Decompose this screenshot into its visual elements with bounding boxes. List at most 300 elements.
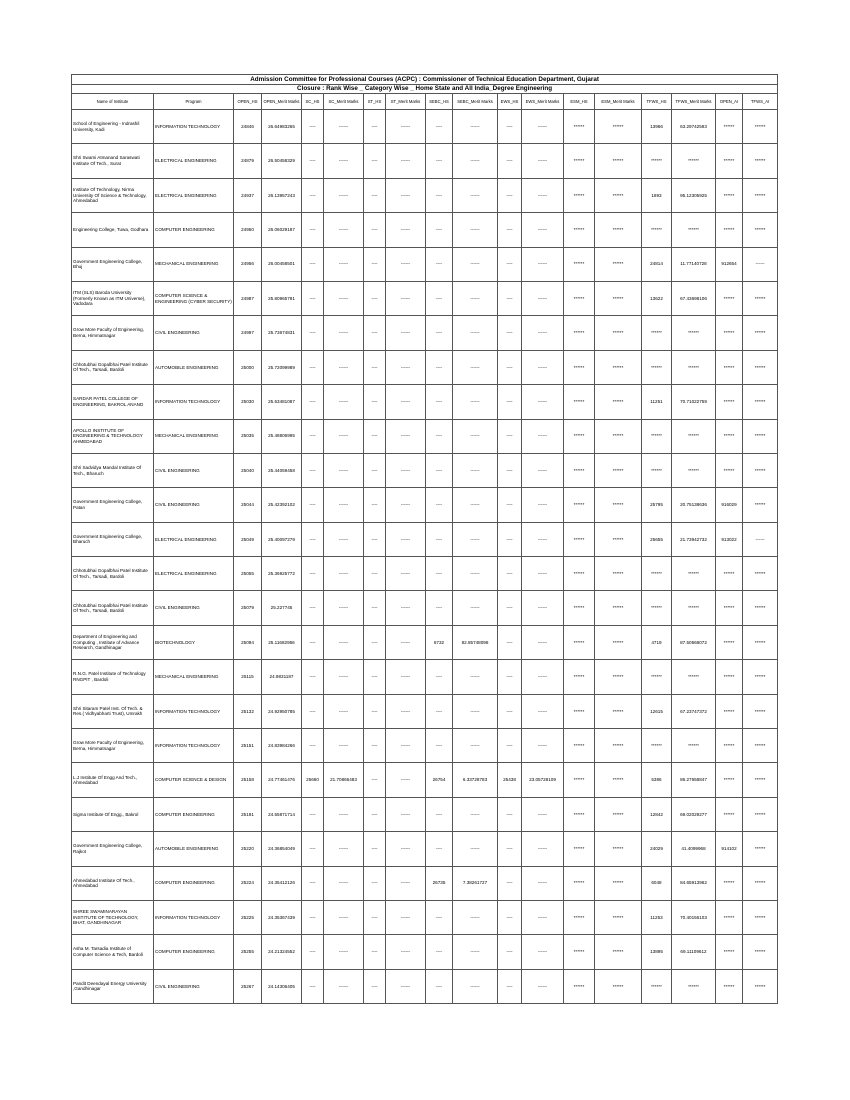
value-cell: ******: [716, 557, 743, 591]
value-cell: ------: [324, 488, 364, 522]
value-cell: 41.4099968: [672, 832, 716, 866]
value-cell: ----: [302, 281, 324, 315]
value-cell: ----: [302, 660, 324, 694]
column-header: SC_HS: [302, 94, 324, 110]
table-row: [72, 178, 778, 212]
value-cell: 82.85748098: [453, 625, 498, 659]
value-cell: ------: [386, 213, 426, 247]
program-cell: COMPUTER ENGINEERING: [154, 935, 234, 969]
value-cell: ------: [386, 866, 426, 900]
value-cell: ******: [595, 178, 642, 212]
value-cell: ------: [522, 832, 564, 866]
value-cell: ******: [595, 110, 642, 144]
value-cell: ----: [498, 625, 522, 659]
value-cell: ----: [498, 797, 522, 831]
value-cell: ----: [302, 900, 324, 934]
value-cell: ******: [564, 832, 595, 866]
value-cell: 25040: [234, 453, 262, 487]
value-cell: ------: [386, 350, 426, 384]
value-cell: ******: [716, 935, 743, 969]
value-cell: ------: [522, 591, 564, 625]
value-cell: ----: [364, 316, 386, 350]
value-cell: ******: [595, 660, 642, 694]
value-cell: ----: [364, 866, 386, 900]
value-cell: 25055: [234, 557, 262, 591]
value-cell: ----: [302, 144, 324, 178]
value-cell: ******: [716, 110, 743, 144]
value-cell: ------: [386, 110, 426, 144]
program-cell: ELECTRICAL ENGINEERING: [154, 522, 234, 556]
value-cell: ----: [426, 729, 453, 763]
value-cell: ----: [302, 866, 324, 900]
column-header: Program: [154, 94, 234, 110]
value-cell: ------: [386, 591, 426, 625]
value-cell: 25255: [234, 935, 262, 969]
value-cell: ------: [522, 350, 564, 384]
value-cell: ******: [595, 969, 642, 1003]
value-cell: ----: [364, 385, 386, 419]
value-cell: ------: [324, 866, 364, 900]
value-cell: ------: [386, 797, 426, 831]
value-cell: ******: [743, 557, 778, 591]
column-header: ST_HS: [364, 94, 386, 110]
value-cell: 26.00458501: [262, 247, 302, 281]
value-cell: ******: [564, 969, 595, 1003]
value-cell: ----: [426, 832, 453, 866]
table-row: [72, 660, 778, 694]
value-cell: ----: [498, 866, 522, 900]
value-cell: ******: [595, 625, 642, 659]
value-cell: ******: [642, 557, 672, 591]
value-cell: ----: [426, 316, 453, 350]
value-cell: ******: [672, 557, 716, 591]
value-cell: ----: [364, 900, 386, 934]
value-cell: ------: [324, 832, 364, 866]
value-cell: 12615: [642, 694, 672, 728]
value-cell: 13966: [642, 110, 672, 144]
value-cell: ------: [324, 281, 364, 315]
value-cell: 25158: [234, 763, 262, 797]
value-cell: 25220: [234, 832, 262, 866]
institute-cell: Government Engineering College, Bhuj: [72, 247, 154, 281]
value-cell: 6048: [642, 866, 672, 900]
value-cell: ------: [453, 110, 498, 144]
value-cell: ----: [426, 385, 453, 419]
value-cell: ------: [453, 178, 498, 212]
value-cell: ----: [426, 281, 453, 315]
column-header: Name of Institute: [72, 94, 154, 110]
value-cell: 25030: [234, 385, 262, 419]
table-row: [72, 350, 778, 384]
value-cell: ----: [498, 316, 522, 350]
value-cell: 24997: [234, 316, 262, 350]
value-cell: ------: [386, 453, 426, 487]
table-row: [72, 144, 778, 178]
value-cell: ------: [386, 178, 426, 212]
value-cell: ------: [522, 694, 564, 728]
value-cell: ******: [716, 729, 743, 763]
table-row: [72, 453, 778, 487]
value-cell: 21.73942732: [672, 522, 716, 556]
value-cell: ******: [743, 178, 778, 212]
value-cell: ------: [324, 660, 364, 694]
value-cell: ----: [498, 729, 522, 763]
value-cell: ******: [672, 969, 716, 1003]
value-cell: ------: [386, 488, 426, 522]
column-header: EWS_HS: [498, 94, 522, 110]
value-cell: 24.21324552: [262, 935, 302, 969]
value-cell: 24.92950785: [262, 694, 302, 728]
value-cell: 24.55871714: [262, 797, 302, 831]
value-cell: ------: [522, 866, 564, 900]
value-cell: ------: [453, 488, 498, 522]
value-cell: ----: [498, 694, 522, 728]
program-cell: INFORMATION TECHNOLOGY: [154, 110, 234, 144]
value-cell: ******: [564, 385, 595, 419]
value-cell: ----: [364, 178, 386, 212]
value-cell: ******: [743, 281, 778, 315]
institute-cell: Institute Of Technology, Nirma University Of Science & Technology, Ahmedabad: [72, 178, 154, 212]
value-cell: ******: [672, 591, 716, 625]
column-header: ST_Merit Marks: [386, 94, 426, 110]
value-cell: 24.35367439: [262, 900, 302, 934]
value-cell: ------: [324, 797, 364, 831]
value-cell: ----: [302, 969, 324, 1003]
table-row: [72, 247, 778, 281]
value-cell: ----: [364, 213, 386, 247]
value-cell: ----: [426, 178, 453, 212]
value-cell: 25.36925772: [262, 557, 302, 591]
value-cell: ----: [498, 350, 522, 384]
column-header: TFWS_AI: [743, 94, 778, 110]
value-cell: 25.53481087: [262, 385, 302, 419]
value-cell: ******: [716, 591, 743, 625]
program-cell: CIVIL ENGINEERING: [154, 969, 234, 1003]
value-cell: ----: [364, 522, 386, 556]
value-cell: ------: [324, 247, 364, 281]
value-cell: ------: [522, 281, 564, 315]
value-cell: 13895: [642, 935, 672, 969]
value-cell: 70.40156103: [672, 900, 716, 934]
value-cell: ******: [595, 488, 642, 522]
table-row: [72, 729, 778, 763]
value-cell: ------: [522, 488, 564, 522]
value-cell: ******: [672, 729, 716, 763]
value-cell: ******: [743, 832, 778, 866]
value-cell: ----: [302, 453, 324, 487]
value-cell: ------: [324, 935, 364, 969]
value-cell: ----: [498, 969, 522, 1003]
value-cell: ----: [498, 660, 522, 694]
value-cell: ------: [324, 694, 364, 728]
value-cell: ******: [595, 419, 642, 453]
value-cell: ----: [302, 385, 324, 419]
value-cell: ----: [498, 453, 522, 487]
value-cell: ----: [364, 694, 386, 728]
institute-cell: SHREE SWAMINARAYAN INSTITUTE OF TECHNOLOGY, BHAT, GANDHINAGAR: [72, 900, 154, 934]
program-cell: ELECTRICAL ENGINEERING: [154, 178, 234, 212]
value-cell: 25.11682956: [262, 625, 302, 659]
value-cell: ******: [595, 763, 642, 797]
program-cell: INFORMATION TECHNOLOGY: [154, 729, 234, 763]
value-cell: 11253: [642, 900, 672, 934]
value-cell: ----: [426, 969, 453, 1003]
value-cell: 24956: [234, 247, 262, 281]
value-cell: ******: [642, 591, 672, 625]
value-cell: ------: [386, 729, 426, 763]
column-header: TFWS_Merit Marks: [672, 94, 716, 110]
value-cell: ------: [522, 522, 564, 556]
column-header: ESM_HS: [564, 94, 595, 110]
value-cell: ------: [324, 350, 364, 384]
value-cell: ******: [642, 453, 672, 487]
value-cell: ----: [302, 178, 324, 212]
value-cell: ----: [302, 797, 324, 831]
value-cell: ------: [324, 522, 364, 556]
value-cell: ******: [564, 316, 595, 350]
value-cell: 24846: [234, 110, 262, 144]
table-row: [72, 900, 778, 934]
value-cell: 95.12305925: [672, 178, 716, 212]
value-cell: ----: [426, 110, 453, 144]
value-cell: ----: [426, 488, 453, 522]
value-cell: ------: [522, 557, 564, 591]
value-cell: ----: [302, 625, 324, 659]
value-cell: ------: [522, 419, 564, 453]
value-cell: ******: [743, 453, 778, 487]
value-cell: ******: [716, 453, 743, 487]
value-cell: ----: [364, 488, 386, 522]
value-cell: ******: [716, 866, 743, 900]
value-cell: ******: [743, 797, 778, 831]
value-cell: ----: [426, 350, 453, 384]
value-cell: ******: [672, 419, 716, 453]
table-row: [72, 110, 778, 144]
value-cell: ******: [716, 625, 743, 659]
value-cell: ******: [672, 144, 716, 178]
value-cell: 6.33728783: [453, 763, 498, 797]
value-cell: ----: [498, 178, 522, 212]
value-cell: ------: [386, 660, 426, 694]
value-cell: ------: [386, 247, 426, 281]
institute-cell: Government Engineering College, Rajkot: [72, 832, 154, 866]
value-cell: ------: [386, 832, 426, 866]
value-cell: ******: [564, 144, 595, 178]
value-cell: ------: [522, 110, 564, 144]
value-cell: ----: [498, 591, 522, 625]
value-cell: 70.71022759: [672, 385, 716, 419]
column-header: OPEN_AI: [716, 94, 743, 110]
value-cell: ----: [364, 935, 386, 969]
value-cell: ******: [564, 281, 595, 315]
value-cell: ******: [642, 350, 672, 384]
value-cell: ------: [324, 591, 364, 625]
value-cell: ----: [426, 557, 453, 591]
value-cell: ******: [564, 694, 595, 728]
value-cell: 25.42392102: [262, 488, 302, 522]
value-cell: ******: [743, 866, 778, 900]
value-cell: ------: [386, 935, 426, 969]
value-cell: ******: [716, 178, 743, 212]
value-cell: ******: [595, 900, 642, 934]
value-cell: ----: [498, 419, 522, 453]
value-cell: ----: [302, 694, 324, 728]
value-cell: ------: [453, 247, 498, 281]
value-cell: ------: [522, 385, 564, 419]
value-cell: ******: [716, 797, 743, 831]
value-cell: ******: [564, 110, 595, 144]
value-cell: ******: [743, 213, 778, 247]
value-cell: ------: [453, 969, 498, 1003]
value-cell: 13622: [642, 281, 672, 315]
closure-rows: [72, 110, 778, 1004]
closure-table: [71, 74, 778, 1004]
value-cell: ----: [364, 625, 386, 659]
table-row: [72, 763, 778, 797]
program-cell: CIVIL ENGINEERING: [154, 591, 234, 625]
value-cell: ******: [595, 557, 642, 591]
value-cell: ------: [453, 591, 498, 625]
value-cell: ------: [453, 316, 498, 350]
value-cell: ******: [595, 729, 642, 763]
value-cell: 25151: [234, 729, 262, 763]
institute-cell: Chhotubhai Gopalbhai Patel Institute Of Tech., Tarsadi, Bardoli: [72, 350, 154, 384]
value-cell: ----: [364, 969, 386, 1003]
value-cell: ------: [453, 797, 498, 831]
value-cell: 24.9831187: [262, 660, 302, 694]
value-cell: ----: [364, 591, 386, 625]
value-cell: 84.65913962: [672, 866, 716, 900]
institute-cell: Ahmedabad Institute Of Tech., Ahmedabad: [72, 866, 154, 900]
value-cell: ******: [564, 247, 595, 281]
program-cell: MECHANICAL ENGINEERING: [154, 660, 234, 694]
value-cell: ----: [302, 729, 324, 763]
value-cell: ******: [642, 419, 672, 453]
value-cell: 916029: [716, 488, 743, 522]
value-cell: 24879: [234, 144, 262, 178]
value-cell: 24.83984266: [262, 729, 302, 763]
value-cell: ******: [564, 625, 595, 659]
value-cell: 63.29742593: [672, 110, 716, 144]
value-cell: ------: [453, 660, 498, 694]
column-header: OPEN_HS: [234, 94, 262, 110]
table-row: [72, 969, 778, 1003]
value-cell: ------: [453, 557, 498, 591]
table-row: [72, 832, 778, 866]
value-cell: ******: [743, 660, 778, 694]
value-cell: 25044: [234, 488, 262, 522]
program-cell: ELECTRICAL ENGINEERING: [154, 557, 234, 591]
value-cell: 26.06029187: [262, 213, 302, 247]
value-cell: 24.35412126: [262, 866, 302, 900]
value-cell: ******: [716, 316, 743, 350]
value-cell: ******: [595, 797, 642, 831]
value-cell: ----: [498, 488, 522, 522]
value-cell: ******: [743, 591, 778, 625]
value-cell: ******: [672, 660, 716, 694]
institute-cell: Grow More Faculty of Engineering, Berna, Himmatnagar: [72, 729, 154, 763]
value-cell: ------: [522, 178, 564, 212]
value-cell: ******: [716, 694, 743, 728]
value-cell: ******: [642, 213, 672, 247]
value-cell: ------: [324, 144, 364, 178]
value-cell: ******: [564, 213, 595, 247]
value-cell: 25132: [234, 694, 262, 728]
program-cell: CIVIL ENGINEERING: [154, 488, 234, 522]
value-cell: 23.05728109: [522, 763, 564, 797]
value-cell: 25094: [234, 625, 262, 659]
value-cell: ------: [324, 453, 364, 487]
institute-cell: Shri Sadvidya Mandal Institute Of Tech., Bharuch: [72, 453, 154, 487]
value-cell: ------: [453, 900, 498, 934]
value-cell: ----: [302, 316, 324, 350]
value-cell: ------: [324, 385, 364, 419]
table-row: [72, 557, 778, 591]
value-cell: ******: [743, 729, 778, 763]
value-cell: ******: [564, 453, 595, 487]
table-row: [72, 694, 778, 728]
program-cell: AUTOMOBILE ENGINEERING: [154, 350, 234, 384]
value-cell: ******: [716, 969, 743, 1003]
value-cell: 912654: [716, 247, 743, 281]
column-header: SEBC_HS: [426, 94, 453, 110]
value-cell: 25115: [234, 660, 262, 694]
value-cell: ----: [426, 247, 453, 281]
value-cell: ----: [426, 522, 453, 556]
institute-cell: L.J Institute Of Engg And Tech., Ahmedabad: [72, 763, 154, 797]
program-cell: COMPUTER ENGINEERING: [154, 866, 234, 900]
value-cell: ******: [642, 729, 672, 763]
value-cell: ------: [453, 832, 498, 866]
value-cell: ----: [498, 110, 522, 144]
institute-cell: Shri Swami Atmanand Saraswati Institute Of Tech., Surat: [72, 144, 154, 178]
value-cell: ******: [595, 694, 642, 728]
table-row: [72, 316, 778, 350]
institute-cell: Department of Engineering and Computing , Institute of Advance Research, Gandhinagar: [72, 625, 154, 659]
closure-sheet: [71, 74, 777, 1004]
value-cell: ----: [426, 453, 453, 487]
value-cell: ******: [564, 557, 595, 591]
table-row: [72, 488, 778, 522]
value-cell: ******: [564, 488, 595, 522]
value-cell: 20.75138636: [672, 488, 716, 522]
program-cell: COMPUTER SCIENCE & ENGINEERING (CYBER SECURITY): [154, 281, 234, 315]
value-cell: ******: [564, 935, 595, 969]
program-cell: INFORMATION TECHNOLOGY: [154, 694, 234, 728]
value-cell: ******: [595, 350, 642, 384]
value-cell: 67.23747372: [672, 694, 716, 728]
value-cell: ******: [743, 144, 778, 178]
value-cell: ------: [453, 350, 498, 384]
value-cell: ----: [364, 832, 386, 866]
value-cell: ******: [743, 385, 778, 419]
value-cell: ******: [716, 763, 743, 797]
table-row: [72, 213, 778, 247]
value-cell: ******: [595, 832, 642, 866]
value-cell: ----: [498, 385, 522, 419]
value-cell: 26.50458329: [262, 144, 302, 178]
value-cell: ------: [386, 316, 426, 350]
value-cell: ------: [453, 729, 498, 763]
value-cell: ------: [453, 281, 498, 315]
institute-cell: R.N.G. Patel Institute of Technology RNGPIT , Bardoli: [72, 660, 154, 694]
value-cell: ******: [716, 385, 743, 419]
value-cell: 1893: [642, 178, 672, 212]
institute-cell: School of Engineering - Indrashil University, Kadi: [72, 110, 154, 144]
column-header: TFWS_HS: [642, 94, 672, 110]
value-cell: ******: [595, 591, 642, 625]
value-cell: ******: [743, 110, 778, 144]
